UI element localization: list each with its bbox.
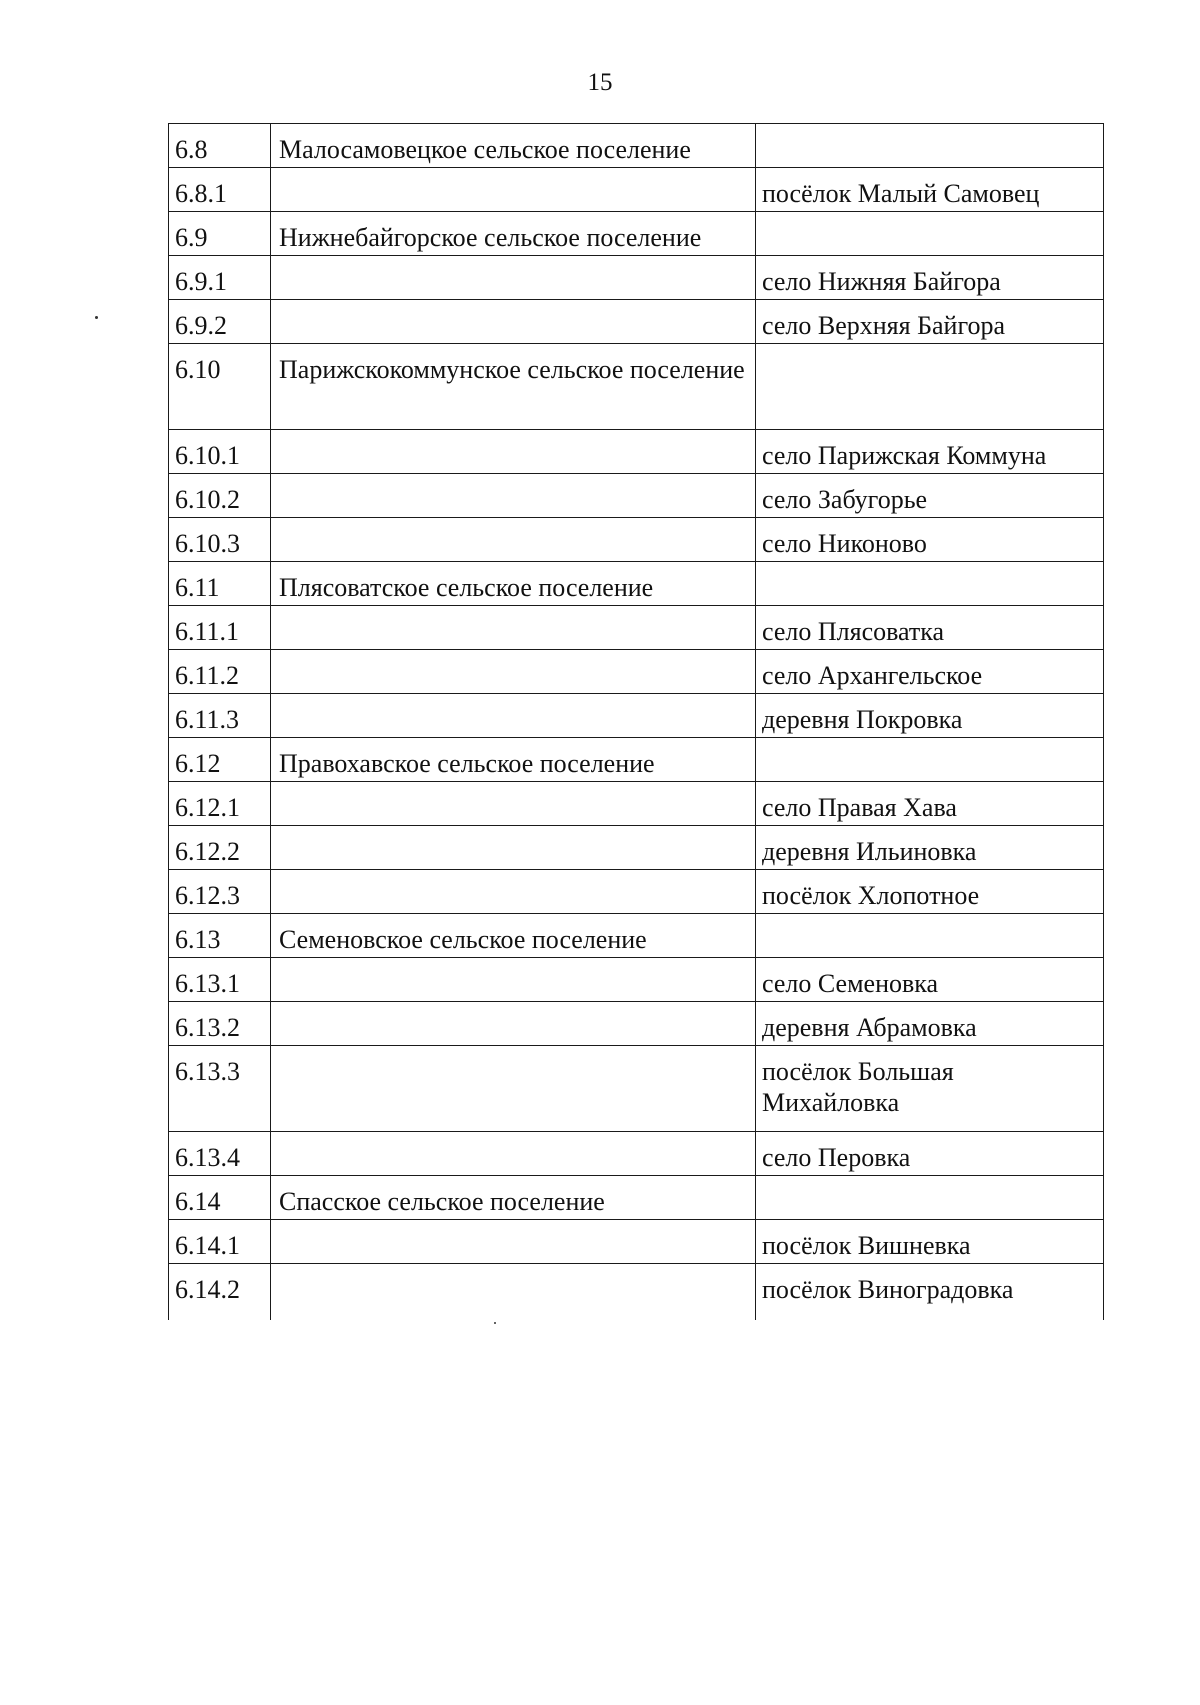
table-row — [169, 212, 1104, 256]
row-number-cell: 6.13.1 — [169, 958, 271, 1002]
table-row — [169, 124, 1104, 168]
locality-name-cell: село Перовка — [756, 1132, 1104, 1176]
settlements-table-body — [169, 124, 1104, 1320]
settlement-name-cell — [271, 1132, 756, 1176]
row-number-cell: 6.10.2 — [169, 474, 271, 518]
row-number-cell: 6.10 — [169, 344, 271, 430]
table-row — [169, 958, 1104, 1002]
settlement-name-cell: Плясоватское сельское поселение — [271, 562, 756, 606]
table-row — [169, 1264, 1104, 1320]
table-row — [169, 562, 1104, 606]
locality-name-cell: село Архангельское — [756, 650, 1104, 694]
locality-name-cell: село Верхняя Байгора — [756, 300, 1104, 344]
locality-name-cell: село Семеновка — [756, 958, 1104, 1002]
table-row — [169, 1220, 1104, 1264]
settlement-name-cell — [271, 1046, 756, 1132]
table-row — [169, 914, 1104, 958]
table-row — [169, 1002, 1104, 1046]
settlement-name-cell — [271, 474, 756, 518]
settlement-name-cell — [271, 606, 756, 650]
locality-name-cell — [756, 562, 1104, 606]
locality-name-cell: деревня Ильиновка — [756, 826, 1104, 870]
row-number-cell: 6.11.3 — [169, 694, 271, 738]
table-row — [169, 518, 1104, 562]
row-number-cell: 6.9.2 — [169, 300, 271, 344]
locality-name-cell — [756, 212, 1104, 256]
settlement-name-cell: Малосамовецкое сельское поселение — [271, 124, 756, 168]
row-number-cell: 6.13.3 — [169, 1046, 271, 1132]
settlement-name-cell — [271, 430, 756, 474]
row-number-cell: 6.11.2 — [169, 650, 271, 694]
settlement-name-cell — [271, 826, 756, 870]
row-number-cell: 6.10.3 — [169, 518, 271, 562]
table-row — [169, 606, 1104, 650]
table-row — [169, 1132, 1104, 1176]
settlement-name-cell — [271, 1220, 756, 1264]
locality-name-cell — [756, 124, 1104, 168]
settlement-name-cell — [271, 518, 756, 562]
row-number-cell: 6.9 — [169, 212, 271, 256]
scan-speck — [95, 316, 98, 319]
row-number-cell: 6.10.1 — [169, 430, 271, 474]
table-row — [169, 300, 1104, 344]
row-number-cell: 6.11.1 — [169, 606, 271, 650]
row-number-cell: 6.13.2 — [169, 1002, 271, 1046]
row-number-cell: 6.13 — [169, 914, 271, 958]
settlement-name-cell — [271, 300, 756, 344]
row-number-cell: 6.14.2 — [169, 1264, 271, 1320]
locality-name-cell: село Забугорье — [756, 474, 1104, 518]
table-row — [169, 826, 1104, 870]
table-row — [169, 430, 1104, 474]
settlement-name-cell — [271, 694, 756, 738]
locality-name-cell: село Плясоватка — [756, 606, 1104, 650]
locality-name-cell — [756, 1176, 1104, 1220]
settlement-name-cell — [271, 1264, 756, 1320]
table-row — [169, 694, 1104, 738]
table-row — [169, 782, 1104, 826]
locality-name-cell: село Никоново — [756, 518, 1104, 562]
row-number-cell: 6.13.4 — [169, 1132, 271, 1176]
page-number: 15 — [587, 69, 613, 96]
settlements-table — [168, 123, 1104, 1320]
table-row — [169, 870, 1104, 914]
row-number-cell: 6.12.1 — [169, 782, 271, 826]
settlement-name-cell — [271, 168, 756, 212]
locality-name-cell — [756, 344, 1104, 430]
settlement-name-cell — [271, 870, 756, 914]
locality-name-cell: деревня Абрамовка — [756, 1002, 1104, 1046]
locality-name-cell: село Правая Хава — [756, 782, 1104, 826]
settlement-name-cell — [271, 782, 756, 826]
row-number-cell: 6.12.3 — [169, 870, 271, 914]
settlement-name-cell — [271, 1002, 756, 1046]
locality-name-cell: село Парижская Коммуна — [756, 430, 1104, 474]
row-number-cell: 6.12 — [169, 738, 271, 782]
settlement-name-cell: Спасское сельское поселение — [271, 1176, 756, 1220]
settlement-name-cell: Семеновское сельское поселение — [271, 914, 756, 958]
settlement-name-cell: Парижскокоммунское сельское поселение — [271, 344, 756, 430]
settlement-name-cell — [271, 650, 756, 694]
settlement-name-cell — [271, 958, 756, 1002]
locality-name-cell: посёлок Малый Самовец — [756, 168, 1104, 212]
locality-name-cell: посёлок Вишневка — [756, 1220, 1104, 1264]
table-row — [169, 474, 1104, 518]
locality-name-cell: посёлок Хлопотное — [756, 870, 1104, 914]
settlement-name-cell: Нижнебайгорское сельское поселение — [271, 212, 756, 256]
locality-name-cell: деревня Покровка — [756, 694, 1104, 738]
row-number-cell: 6.12.2 — [169, 826, 271, 870]
locality-name-cell — [756, 914, 1104, 958]
locality-name-cell: село Нижняя Байгора — [756, 256, 1104, 300]
locality-name-cell: посёлок Большая Михайловка — [756, 1046, 1104, 1132]
scan-speck — [494, 1322, 496, 1324]
row-number-cell: 6.9.1 — [169, 256, 271, 300]
table-row — [169, 1046, 1104, 1132]
row-number-cell: 6.14.1 — [169, 1220, 271, 1264]
table-row — [169, 650, 1104, 694]
row-number-cell: 6.8.1 — [169, 168, 271, 212]
settlement-name-cell: Правохавское сельское поселение — [271, 738, 756, 782]
row-number-cell: 6.8 — [169, 124, 271, 168]
locality-name-cell — [756, 738, 1104, 782]
table-row — [169, 344, 1104, 430]
table-row — [169, 1176, 1104, 1220]
locality-name-cell: посёлок Виноградовка — [756, 1264, 1104, 1320]
settlement-name-cell — [271, 256, 756, 300]
table-row — [169, 738, 1104, 782]
settlements-table-container — [168, 123, 1103, 1320]
row-number-cell: 6.14 — [169, 1176, 271, 1220]
table-row — [169, 168, 1104, 212]
table-row — [169, 256, 1104, 300]
row-number-cell: 6.11 — [169, 562, 271, 606]
